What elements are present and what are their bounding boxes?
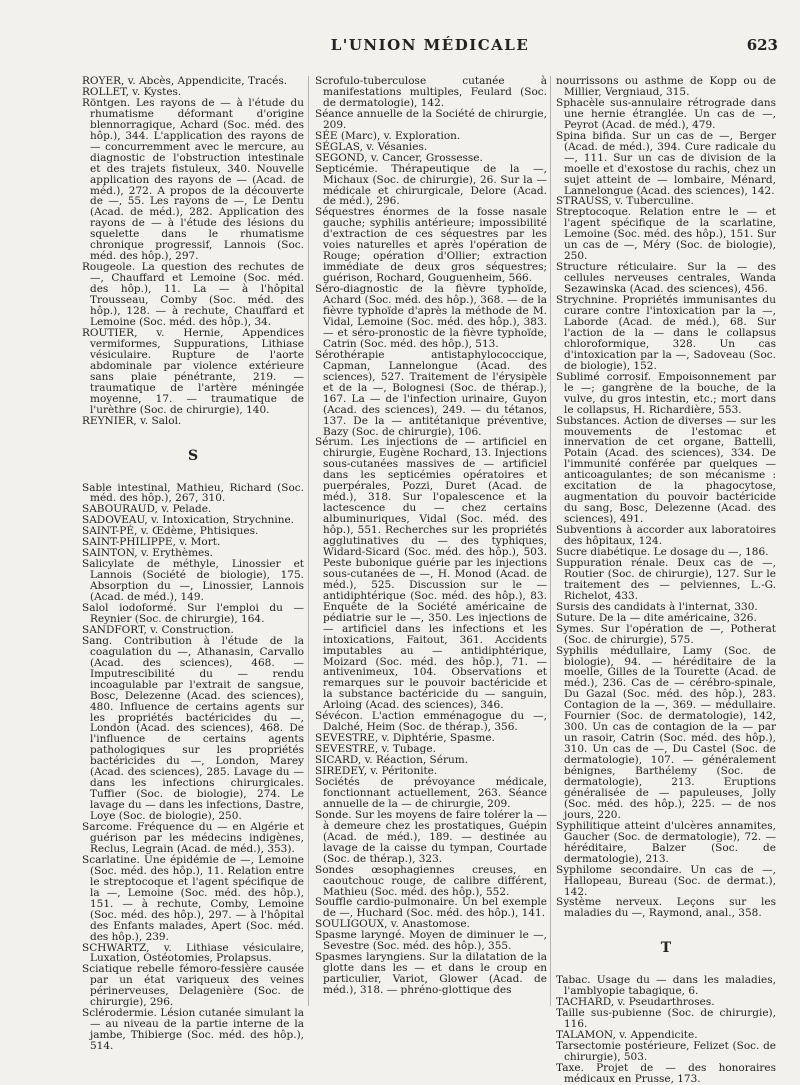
index-entry: Sociétés de prévoyance médicale, fonctionnant actuellement, 263. Séance annuelle de la — de chirurgie, 209. xyxy=(315,776,547,810)
index-entry: Taille sus-pubienne (Soc. de chirurgie), 116. xyxy=(556,1007,776,1031)
index-entry: nourrissons ou asthme de Kopp ou de Millier, Vergniaud, 315. xyxy=(556,75,776,98)
index-entry: Suture. De la — dite américaine, 326. xyxy=(556,611,757,624)
index-entry: SEGOND, v. Cancer, Grossesse. xyxy=(315,151,483,164)
index-entry: SEVESTRE, v. Diphtérie, Spasme. xyxy=(315,732,495,745)
index-entry: ROUTIER, v. Hernie, Appendices vermiformes, Suppurations, Lithiase vésiculaire. Rupture de l'aorte abdominale par violence extérieure sans plaie pénétrante, 219. — traumatique de l'artère méningée moyenne, 17. — traumatique de l'urèthre (Soc. de chirurgie), 140. xyxy=(82,326,304,416)
index-entry: STRAUSS, v. Tuberculine. xyxy=(556,195,694,208)
index-entry: Système nerveux. Leçons sur les maladies du —, Raymond, anal., 358. xyxy=(556,896,776,920)
running-title: L'UNION MÉDICALE xyxy=(330,36,530,54)
index-entry: Sublimé corrosif. Empoisonnement par le —; gangrène de la bouche, de la vulve, du gros intestin, etc.; mort dans le collapsus, H. Richardière, 553. xyxy=(556,370,776,416)
index-entry: Syphilitique atteint d'ulcères annamites, Gaucher (Soc. de dermatologie), 72. — héréditaire, Balzer (Soc. de dermatologie), 213. xyxy=(556,819,776,865)
index-entry: SEVESTRE, v. Tubage. xyxy=(315,743,436,756)
index-entry: Structure réticulaire. Sur la — des cellules nerveuses centrales, Wanda Sezawinska (Acad. des sciences), 456. xyxy=(556,261,776,296)
index-entry: Septicémie. Thérapeutique de la —, Michaux (Soc. de chirurgie), 26. Sur la — médicale et chirurgicale, Delore (Acad. de méd.), 296. xyxy=(315,162,547,208)
index-entry: Sciatique rebelle fémoro-fessière causée par un état variqueux des veines périnerveuses, Delagenière (Soc. de chirurgie), 296. xyxy=(82,963,304,1009)
index-entry: TALAMON, v. Appendicite. xyxy=(556,1029,698,1042)
index-column-middle xyxy=(315,76,547,996)
page-number: 623 xyxy=(746,36,778,54)
index-entry: Tabac. Usage du — dans les maladies, l'amblyopie tabagique, 6. xyxy=(556,974,776,998)
index-entry: Sursis des candidats à l'internat, 330. xyxy=(556,600,758,613)
index-entry: TACHARD, v. Pseudarthroses. xyxy=(556,996,715,1009)
index-entry: SÉE (Marc), v. Exploration. xyxy=(315,129,461,142)
index-entry: Streptocoque. Relation entre le — et l'agent spécifique de la scarlatine, Lemoine (Soc. méd. des hôp.), 151. Sur un cas de —, Méry (Soc. de biologie), 250. xyxy=(556,206,776,263)
index-entry: SOULIGOUX, v. Anastomose. xyxy=(315,918,470,931)
index-entry: SÉGLAS, v. Vésanies. xyxy=(315,140,428,153)
index-entry: Sclérodermie. Lésion cutanée simulant la — au niveau de la partie interne de la jambe, Thibierge (Soc. méd. des hôp.), 514. xyxy=(82,1007,304,1053)
index-entry: Strychnine. Propriétés immunisantes du curare contre l'intoxication par la —, Laborde (Acad. de méd.), 68. Sur l'action de la — dans le collapsus chloroformique, 328. Un cas d'intoxication par la —, Sadoveau (Soc. de biologie), 152. xyxy=(556,294,776,372)
index-column-right xyxy=(556,76,776,1085)
index-entry: SAINT-PHILIPPE, v. Mort. xyxy=(82,536,221,549)
index-entry: Symes. Sur l'opération de —, Potherat (Soc. de chirurgie), 575. xyxy=(556,622,776,646)
index-entry: Sang. Contribution à l'étude de la coagulation du —, Athanasin, Carvallo (Acad. des sciences), 468. — Imputrescibilité du — rendu incoagulable par l'extrait de sangsue, Bosc, Delezenne (Acad. des sciences), 480. Influence de certains agents sur les propriétés bactéricides du —, London (Acad. des sciences), 468. De l'influence de certains agents pathologiques sur les propriétés bactéricides du —, London, Marey (Acad. des sciences), 285. Lavage du — dans les infections chirurgicales. Tuffier (Soc. de biologie), 274. Le lavage du — dans les infections, Dastre, Loye (Soc. de biologie), 250. xyxy=(82,634,304,823)
index-entry: REYNIER, v. Salol. xyxy=(82,414,182,427)
index-entry: SADOVEAU, v. Intoxication, Strychnine. xyxy=(82,514,295,527)
column-divider xyxy=(550,76,551,1006)
index-entry: ROYER, v. Abcès, Appendicite, Tracés. xyxy=(82,75,288,87)
index-entry: Suppuration rénale. Deux cas de —, Routier (Soc. de chirurgie), 127. Sur le traitement des — pelviennes, L.-G. Richelot, 433. xyxy=(556,556,776,602)
index-entry: SAINTON, v. Erythèmes. xyxy=(82,547,213,560)
page-header xyxy=(80,36,780,58)
index-entry: Subventions à accorder aux laboratoires des hôpitaux, 124. xyxy=(556,524,776,548)
index-entry: ROLLET, v. Kystes. xyxy=(82,85,182,98)
index-entry: Spasme laryngé. Moyen de diminuer le —, Sevestre (Soc. méd. des hôp.), 355. xyxy=(315,929,547,953)
index-entry: Sable intestinal, Mathieu, Richard (Soc. méd. des hôp.), 267, 310. xyxy=(82,481,304,505)
index-entry: Salol iodoformé. Sur l'emploi du — Reynier (Soc. de chirurgie), 164. xyxy=(82,601,304,625)
index-entry: Sérum. Les injections de — artificiel en chirurgie, Eugène Rochard, 13. Injections sous-cutanées massives de — artificiel dans les septicémies opératoires et puerpérales, Pozzi, Duret (Acad. de méd.), 318. Sur l'opalescence et la lactescence du — chez certains albuminuriques, Vidal (Soc. méd. des hôp.), 551. Recherches sur les propriétés agglutinatives du — des typhiques, Widard-Sicard (Soc. méd. des hôp.), 503. Peste bubonique guérie par les injections sous-cutanées de —, H. Monod (Acad. de méd.), 525. Discussion sur le — antidiphtérique (Soc. méd. des hôp.), 83. Enquête de la Société américaine de pédiatrie sur le —, 350. Les injections de — artificiel dans les infections et les intoxications, Faitout, 361. Accidents imputables au — antidiphtérique, Moizard (Soc. méd. des hôp.), 71. — antivenimeux, 104. Observations et remarques sur le pouvoir bactéricide et la substance bactéricide du — sanguin, Arloing (Acad. des sciences), 346. xyxy=(315,436,547,712)
index-entry: SAINT-PÉ, v. Œdème, Phtisiques. xyxy=(82,525,259,538)
section-letter: T xyxy=(660,940,672,957)
index-entry: Sévécon. L'action emménagogue du —, Dalché, Heim (Soc. de thérap.), 356. xyxy=(315,710,547,734)
index-entry: Spasmes laryngiens. Sur la dilatation de la glotte dans les — et dans le croup en particulier, Variot, Glower (Acad. de méd.), 318. — phréno-glottique des xyxy=(315,951,547,997)
index-entry: Röntgen. Les rayons de — à l'étude du rhumatisme déformant d'origine blennorragique, Achard (Soc. méd. des hôp.), 344. L'application des rayons de — concurremment avec le mercure, au diagnostic de l'obstruction intestinale et des trajets fistuleux, 340. Nouvelle application des rayons de — (Acad. de méd.), 272. A propos de la découverte de —, 55. Les rayons de —, Le Dentu (Acad. de méd.), 282. Application des rayons de — à l'étude des lésions du squelette dans le rhumatisme chronique progressif, Lannois (Soc. méd. des hôp.), 297. xyxy=(82,96,304,263)
index-entry: SICARD, v. Réaction, Sérum. xyxy=(315,754,469,767)
index-entry: SIREDEY, v. Péritonite. xyxy=(315,765,438,778)
index-entry: Scrofulo-tuberculose cutanée à manifestations multiples, Feulard (Soc. de dermatologie), 142. xyxy=(315,75,547,109)
index-entry: Syphilome secondaire. Un cas de —, Hallopeau, Bureau (Soc. de dermat.), 142. xyxy=(556,863,776,898)
index-entry: Syphilis médullaire, Lamy (Soc. de biologie), 94. — héréditaire de la moelle, Gilles de la Tourette (Acad. de méd.), 236. Cas de — cérébro-spinale, Du Gazal (Soc. méd. des hôp.), 283. Contagion de la —, 369. — médullaire. Fournier (Soc. de dermatologie), 142, 300. Un cas de contagion de la — par un rasoir, Catrin (Soc. méd. des hôp.), 310. Un cas de —, Du Castel (Soc. de dermatologie), 107. — généralement bénignes, Barthélemy (Soc. de dermatologie), 213. Eruptions généralisée de — papuleuses, Jolly (Soc. méd. des hôp.), 225. — de nos jours, 220. xyxy=(556,644,776,821)
index-entry: Sonde. Sur les moyens de faire tolérer la — à demeure chez les prostatiques, Guépin (Acad. de méd.), 189. — destinée au lavage de la caisse du tympan, Courtade (Soc. de thérap.), 323. xyxy=(315,808,547,865)
index-entry: Sarcome. Fréquence du — en Algérie et guérison par les médecins indigènes, Reclus, Legrain (Acad. de méd.), 353). xyxy=(82,821,304,855)
index-entry: SABOURAUD, v. Pelade. xyxy=(82,503,212,516)
index-entry: Spina bifida. Sur un cas de —, Berger (Acad. de méd.), 394. Cure radicale du —, 111. Sur un cas de division de la moelle et d'exostose du rachis, chez un sujet atteint de — lombaire, Ménard, Lannelongue (Acad. des sciences), 142. xyxy=(556,129,776,197)
index-entry: SANDFORT, v. Construction. xyxy=(82,623,234,636)
index-entry: Scarlatine. Une épidémie de —, Lemoine (Soc. méd. des hôp.), 11. Relation entre le streptocoque et l'agent spécifique de la —, Lemoine (Soc. méd. des hôp.), 151. — à rechute, Comby, Lemoine (Soc. méd. des hôp.), 297. — à l'hôpital des Enfants malades, Apert (Soc. méd. des hôp.), 239. xyxy=(82,853,304,943)
index-entry: Tarsectomie postérieure, Felizet (Soc. de chirurgie), 503. xyxy=(556,1040,776,1064)
section-letter: S xyxy=(187,447,199,464)
index-entry: Sondes œsophagiennes creuses, en caoutchouc rouge, de calibre différent, Mathieu (Soc. méd. des hôp.), 552. xyxy=(315,863,547,898)
index-entry: Rougeole. La question des rechutes de —, Chauffard et Lemoine (Soc. méd. des hôp.), 11. La — à l'hôpital Trousseau, Comby (Soc. méd. des hôp.), 128. — à rechute, Chauffard et Lemoine (Soc. méd. des hôp.), 34. xyxy=(82,261,304,328)
index-entry: Salicylate de méthyle, Linossier et Lannois (Société de biologie), 175. Absorption du —, Linossier, Lannois (Acad. de méd.), 149. xyxy=(82,558,304,604)
index-column-left xyxy=(82,76,304,1052)
index-entry: Substances. Action de diverses — sur les mouvements de l'estomac et innervation de cet organe, Battelli, Potain (Acad. des sciences), 334. De l'immunité conférée par quelques — anticoagulantes; de son mécanisme : excitation de la phagocytose, augmentation du pouvoir bactéricide du sang, Bosc, Delezenne (Acad. des sciences), 491. xyxy=(556,414,776,526)
index-entry: Sérothérapie antistaphylococcique, Capman, Lannelongue (Acad. des sciences), 527. Traitement de l'érysipèle et de la —, Bolognesi (Soc. de thérap.), 167. La — de l'infection urinaire, Guyon (Acad. des sciences), 249. — du tétanos, 137. De la — antitétanique préventive, Bazy (Soc. de chirurgie), 106. xyxy=(315,348,547,438)
index-entry: SCHWARTZ, v. Lithiase vésiculaire, Luxation, Ostéotomies, Prolapsus. xyxy=(82,941,304,965)
index-entry: Séquestres énormes de la fosse nasale gauche; syphilis antérieure; impossibilité d'extraction de ces séquestres par les voies naturelles et après l'opération de Rouge; opération d'Ollier; extraction immédiate de deux gros séquestres; guérison, Rochard, Gouguenheim, 566. xyxy=(315,206,547,285)
index-entry: Séance annuelle de la Société de chirurgie, 209. xyxy=(315,107,547,131)
index-entry: Souffle cardio-pulmonaire. Un bel exemple de —, Huchard (Soc. méd. des hôp.), 141. xyxy=(315,896,547,920)
index-entry: Taxe. Projet de — des honoraires médicaux en Prusse, 173. xyxy=(556,1062,776,1085)
index-entry: Sphacèle sus-annulaire rétrograde dans une hernie étranglée. Un cas de —, Peyrot (Acad. de méd.), 479. xyxy=(556,96,776,131)
column-divider xyxy=(308,76,309,1006)
index-entry: Sucre diabétique. Le dosage du —, 186. xyxy=(556,545,769,558)
index-entry: Séro-diagnostic de la fièvre typhoïde, Achard (Soc. méd. des hôp.), 368. — de la fièvre typhoïde d'après la méthode de M. Vidal, Lemoine (Soc. méd. des hôp.), 383. — et séro-pronostic de la fièvre typhoïde, Catrin (Soc. méd. des hôp.), 513. xyxy=(315,283,547,350)
